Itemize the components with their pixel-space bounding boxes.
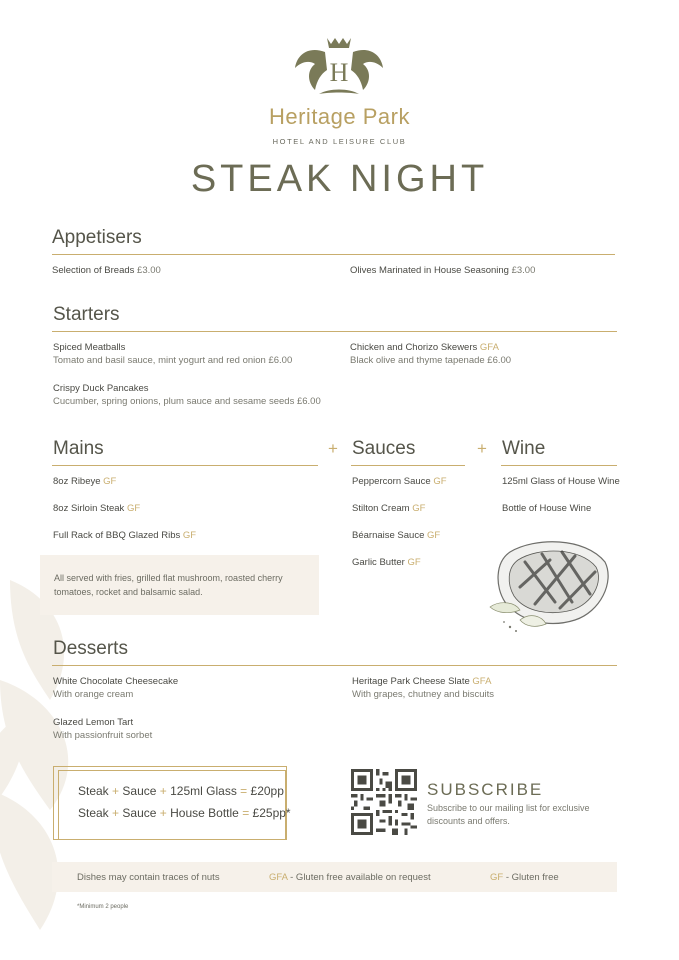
menu-item bbox=[350, 341, 511, 367]
menu-item bbox=[53, 529, 196, 542]
desserts-divider bbox=[52, 665, 617, 666]
deal-item: House Bottle bbox=[170, 806, 239, 820]
dietary-tag: GF bbox=[182, 530, 197, 541]
item-description: Tomato and basil sauce, mint yogurt and red onion £6.00 bbox=[53, 355, 293, 366]
item-price: £3.00 bbox=[137, 265, 161, 276]
brand-subtitle: HOTEL AND LEISURE CLUB bbox=[272, 137, 407, 146]
item-description: Cucumber, spring onions, plum sauce and sesame seeds £6.00 bbox=[53, 396, 321, 407]
menu-item: 125ml Glass of House Wine bbox=[502, 476, 620, 487]
appetisers-heading: Appetisers bbox=[52, 227, 142, 248]
dietary-tag: GF bbox=[427, 530, 441, 541]
item-name: Glazed Lemon Tart bbox=[53, 717, 134, 728]
dietary-tag: GF bbox=[407, 557, 421, 568]
menu-item bbox=[53, 502, 140, 515]
item-name: Spiced Meatballs bbox=[53, 342, 126, 353]
item-name: Chicken and Chorizo Skewers bbox=[350, 342, 478, 353]
dietary-tag: GFA bbox=[479, 342, 499, 353]
mains-heading: Mains bbox=[53, 438, 104, 459]
item-description: Black olive and thyme tapenade £6.00 bbox=[350, 355, 512, 366]
gfa-legend bbox=[269, 872, 431, 883]
gfa-tag: GFA bbox=[269, 872, 288, 883]
plus-icon: + bbox=[159, 806, 167, 820]
appetisers-divider bbox=[52, 254, 615, 255]
desserts-heading: Desserts bbox=[53, 638, 128, 659]
subscribe-text: Subscribe to our mailing list for exclusive discounts and offers. bbox=[427, 803, 590, 826]
item-price: £3.00 bbox=[511, 265, 536, 276]
logo-letter: H bbox=[329, 58, 349, 87]
minimum-note: *Minimum 2 people bbox=[77, 904, 129, 910]
menu-item bbox=[52, 264, 161, 277]
menu-item bbox=[352, 475, 447, 488]
menu-item bbox=[352, 502, 425, 515]
gf-legend bbox=[490, 872, 559, 883]
deal-item: Steak bbox=[78, 806, 109, 820]
page-title: STEAK NIGHT bbox=[190, 158, 489, 200]
item-description: With passionfruit sorbet bbox=[53, 730, 153, 741]
item-name: Stilton Cream bbox=[352, 503, 410, 514]
starters-divider bbox=[52, 331, 617, 332]
plus-icon: + bbox=[112, 784, 120, 798]
equals-icon: = bbox=[242, 806, 250, 820]
item-name: Selection of Breads bbox=[52, 265, 135, 276]
plus-icon: + bbox=[112, 806, 120, 820]
item-name: Crispy Duck Pancakes bbox=[53, 383, 149, 394]
item-name: Full Rack of BBQ Glazed Ribs bbox=[53, 530, 181, 541]
wine-divider bbox=[501, 465, 617, 466]
deal-box-inner-frame bbox=[58, 770, 286, 840]
leaf-background-decoration bbox=[0, 560, 110, 960]
served-with-note: All served with fries, grilled flat mushroom, roasted cherry tomatoes, rocket and balsamic salad. bbox=[54, 573, 283, 597]
item-name: 8oz Ribeye bbox=[53, 476, 101, 487]
subscribe-heading: SUBSCRIBE bbox=[427, 780, 544, 799]
gfa-legend-text: - Gluten free available on request bbox=[290, 872, 431, 883]
menu-item bbox=[53, 716, 152, 742]
item-name: Olives Marinated in House Seasoning bbox=[350, 265, 509, 276]
sauces-heading: Sauces bbox=[352, 438, 416, 459]
menu-item bbox=[352, 675, 494, 701]
item-name: Peppercorn Sauce bbox=[352, 476, 431, 487]
item-name: 8oz Sirloin Steak bbox=[53, 503, 125, 514]
wine-heading: Wine bbox=[502, 438, 546, 459]
menu-item bbox=[53, 475, 116, 488]
gf-tag: GF bbox=[490, 872, 504, 883]
deal-price: £25pp* bbox=[252, 806, 291, 820]
deal-item: Sauce bbox=[122, 784, 157, 798]
dietary-tag: GF bbox=[433, 476, 447, 487]
deal-item: 125ml Glass bbox=[170, 784, 237, 798]
deal-line-glass bbox=[78, 784, 284, 798]
menu-item bbox=[352, 529, 440, 542]
brand-name: Heritage Park bbox=[268, 104, 410, 129]
plus-icon: + bbox=[477, 439, 487, 458]
equals-icon: = bbox=[240, 784, 248, 798]
deal-price: £20pp bbox=[250, 784, 284, 798]
dietary-tag: GFA bbox=[472, 676, 492, 687]
deal-line-bottle bbox=[78, 806, 291, 820]
gf-legend-text: - Gluten free bbox=[505, 872, 559, 883]
sauces-divider bbox=[351, 465, 465, 466]
dietary-tag: GF bbox=[126, 503, 141, 514]
item-name: White Chocolate Cheesecake bbox=[53, 676, 179, 687]
item-name: Heritage Park Cheese Slate bbox=[352, 676, 470, 687]
item-name: Béarnaise Sauce bbox=[352, 530, 425, 541]
menu-item bbox=[53, 341, 292, 367]
menu-item bbox=[53, 382, 321, 408]
deal-item: Sauce bbox=[122, 806, 157, 820]
item-name: Garlic Butter bbox=[352, 557, 405, 568]
mains-divider bbox=[52, 465, 318, 466]
item-description: With grapes, chutney and biscuits bbox=[352, 689, 495, 700]
qr-code-icon[interactable] bbox=[351, 769, 417, 835]
plus-icon: + bbox=[328, 439, 338, 458]
menu-item bbox=[350, 264, 535, 277]
deal-item: Steak bbox=[78, 784, 109, 798]
item-description: With orange cream bbox=[53, 689, 134, 700]
menu-item bbox=[352, 556, 421, 569]
menu-item bbox=[53, 675, 178, 701]
crest-crown-icon bbox=[289, 36, 389, 96]
allergy-note: Dishes may contain traces of nuts bbox=[77, 872, 220, 883]
dietary-tag: GF bbox=[103, 476, 117, 487]
starters-heading: Starters bbox=[53, 304, 120, 325]
dietary-tag: GF bbox=[412, 503, 426, 514]
menu-item: Bottle of House Wine bbox=[502, 503, 592, 514]
steak-illustration bbox=[480, 532, 615, 637]
plus-icon: + bbox=[159, 784, 167, 798]
